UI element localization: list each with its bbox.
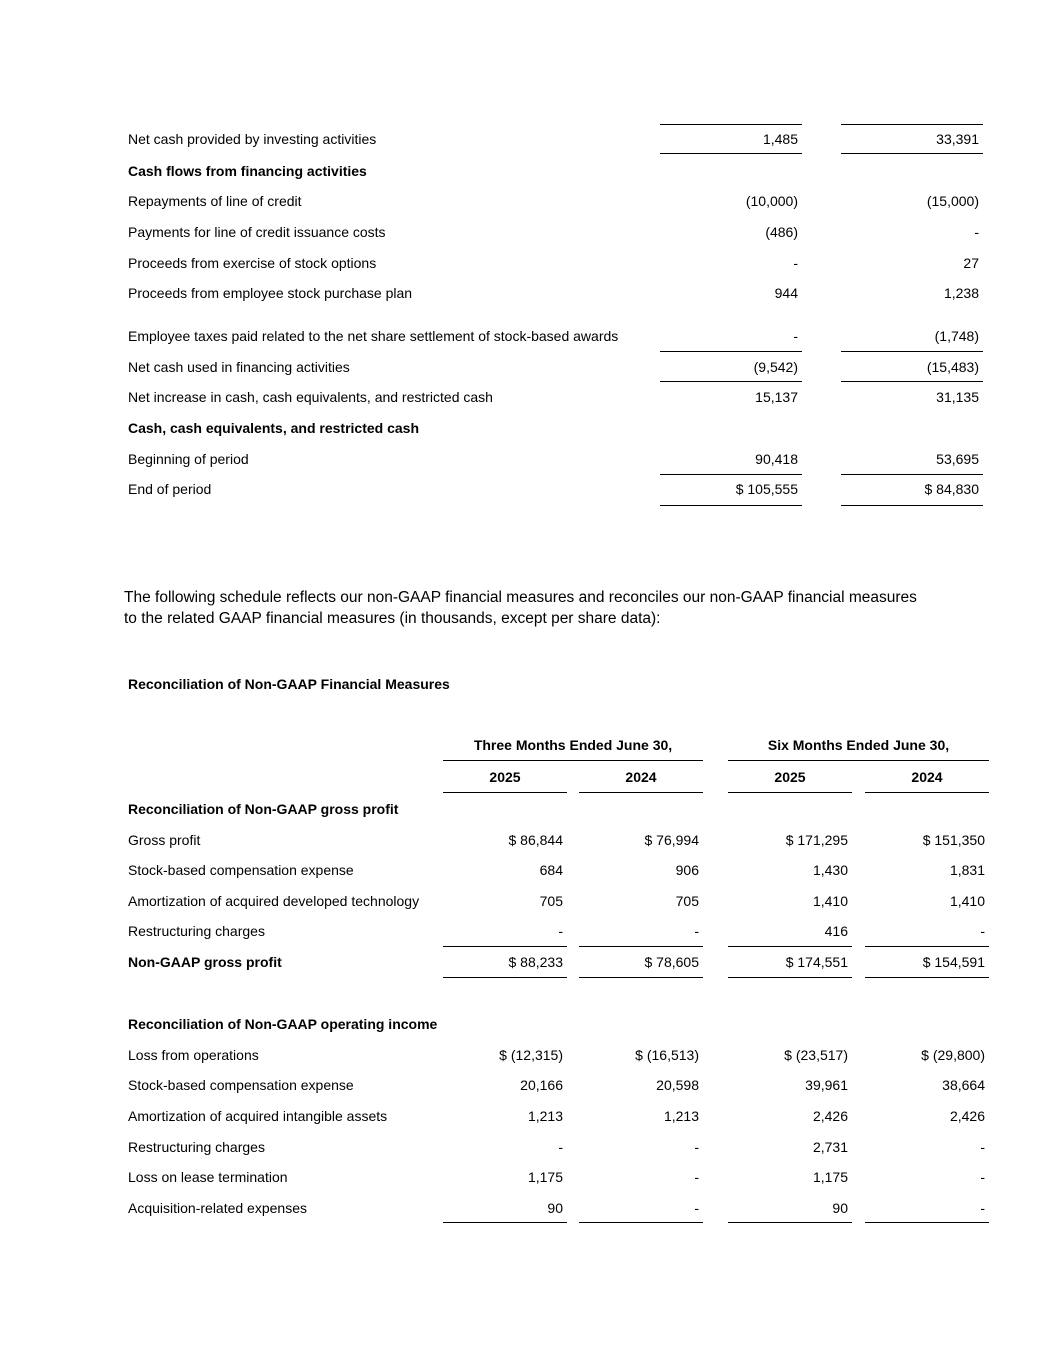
- cell-value: (486): [765, 224, 798, 240]
- cell-value: 906: [675, 862, 699, 878]
- rule: [728, 792, 852, 793]
- row-label: Net increase in cash, cash equivalents, and restricted cash: [128, 389, 493, 405]
- cell-value: $ 154,591: [922, 954, 985, 970]
- rule: [660, 505, 802, 506]
- rule: [841, 153, 983, 154]
- cell-value: $ 174,551: [785, 954, 848, 970]
- row-label: Stock-based compensation expense: [128, 862, 354, 878]
- cell-value: $ (23,517): [784, 1047, 848, 1063]
- rule: [728, 946, 852, 947]
- row-label: Restructuring charges: [128, 923, 265, 939]
- cell-value: 705: [675, 893, 699, 909]
- rule: [841, 351, 983, 352]
- cell-value: 31,135: [936, 389, 979, 405]
- cell-value: 1,238: [943, 285, 979, 301]
- cell-value: $ (12,315): [499, 1047, 563, 1063]
- row-label: Beginning of period: [128, 451, 249, 467]
- row-label: Repayments of line of credit: [128, 193, 302, 209]
- row-label: Stock-based compensation expense: [128, 1077, 354, 1093]
- rule: [865, 792, 989, 793]
- cell-value: 15,137: [755, 389, 798, 405]
- column-group-header: Three Months Ended June 30,: [473, 737, 673, 753]
- row-label: Restructuring charges: [128, 1139, 265, 1155]
- rule: [841, 124, 983, 125]
- rule: [660, 381, 802, 382]
- row-label: Proceeds from exercise of stock options: [128, 255, 377, 271]
- cell-value: 1,175: [812, 1169, 848, 1185]
- rule: [579, 1222, 703, 1223]
- cell-value: -: [980, 923, 985, 939]
- row-label: Net cash provided by investing activities: [128, 131, 377, 147]
- column-group-header: Six Months Ended June 30,: [767, 737, 950, 753]
- cell-value: $ 105,555: [735, 481, 798, 497]
- cell-value: $ 151,350: [922, 832, 985, 848]
- rule: [660, 153, 802, 154]
- column-header: 2024: [911, 769, 943, 785]
- cell-value: 33,391: [936, 131, 979, 147]
- column-header: 2025: [489, 769, 521, 785]
- cell-value: -: [694, 1200, 699, 1216]
- cell-value: $ 171,295: [785, 832, 848, 848]
- intro-line: to the related GAAP financial measures (in thousands, except per share data):: [124, 609, 661, 627]
- cell-value: (15,483): [926, 359, 979, 375]
- rule: [841, 381, 983, 382]
- row-label: Net cash used in financing activities: [128, 359, 350, 375]
- cell-value: 416: [824, 923, 848, 939]
- row-label: Gross profit: [128, 832, 201, 848]
- cell-value: $ 86,844: [508, 832, 563, 848]
- cell-value: 1,213: [527, 1108, 563, 1124]
- cell-value: 1,831: [949, 862, 985, 878]
- cell-value: 53,695: [936, 451, 979, 467]
- cell-value: 2,731: [812, 1139, 848, 1155]
- cell-value: 90,418: [755, 451, 798, 467]
- cell-value: 1,485: [762, 131, 798, 147]
- cell-value: -: [974, 224, 979, 240]
- rule: [443, 760, 703, 761]
- rule: [443, 977, 567, 978]
- row-label: Acquisition-related expenses: [128, 1200, 307, 1216]
- cell-value: 1,410: [812, 893, 848, 909]
- rule: [865, 1222, 989, 1223]
- column-header: 2024: [625, 769, 657, 785]
- row-label: Loss from operations: [128, 1047, 259, 1063]
- cell-value: 90: [832, 1200, 848, 1216]
- cell-value: 39,961: [805, 1077, 848, 1093]
- rule: [841, 474, 983, 475]
- cell-value: $ (29,800): [921, 1047, 985, 1063]
- cell-value: $ (16,513): [635, 1047, 699, 1063]
- cell-value: 38,664: [942, 1077, 985, 1093]
- cell-value: -: [793, 255, 798, 271]
- cell-value: 20,166: [520, 1077, 563, 1093]
- row-label: Cash, cash equivalents, and restricted cash: [128, 420, 420, 436]
- rule: [728, 760, 989, 761]
- cell-value: -: [558, 1139, 563, 1155]
- cell-value: (1,748): [934, 328, 979, 344]
- rule: [443, 946, 567, 947]
- cell-value: 90: [547, 1200, 563, 1216]
- rule: [579, 792, 703, 793]
- cell-value: -: [694, 1169, 699, 1185]
- rule: [865, 977, 989, 978]
- cell-value: -: [694, 1139, 699, 1155]
- rule: [443, 1222, 567, 1223]
- intro-paragraph: [124, 588, 944, 629]
- row-label: Amortization of acquired intangible assets: [128, 1108, 388, 1124]
- row-label: Employee taxes paid related to the net share settlement of stock-based awards: [128, 328, 619, 344]
- rule: [660, 474, 802, 475]
- rule: [728, 977, 852, 978]
- cell-value: 684: [539, 862, 563, 878]
- cell-value: 944: [774, 285, 798, 301]
- row-label: Proceeds from employee stock purchase plan: [128, 285, 413, 301]
- rule: [443, 792, 567, 793]
- cell-value: 20,598: [656, 1077, 699, 1093]
- cell-value: -: [980, 1169, 985, 1185]
- cell-value: -: [980, 1139, 985, 1155]
- cell-value: -: [694, 923, 699, 939]
- table-title-text: Reconciliation of Non-GAAP Financial Measures: [128, 676, 450, 692]
- cell-value: -: [793, 328, 798, 344]
- rule: [660, 351, 802, 352]
- rule: [579, 946, 703, 947]
- cell-value: (9,542): [753, 359, 798, 375]
- rule: [841, 505, 983, 506]
- cell-value: $ 88,233: [508, 954, 563, 970]
- row-label: Loss on lease termination: [128, 1169, 288, 1185]
- intro-line: The following schedule reflects our non-GAAP financial measures and reconciles our non-GAAP financial measures: [124, 589, 917, 606]
- cell-value: 1,175: [527, 1169, 563, 1185]
- cell-value: $ 76,994: [644, 832, 699, 848]
- row-label: Payments for line of credit issuance costs: [128, 224, 386, 240]
- row-label: Reconciliation of Non-GAAP gross profit: [128, 801, 399, 817]
- cell-value: 2,426: [949, 1108, 985, 1124]
- row-label: Amortization of acquired developed technology: [128, 893, 420, 909]
- rule: [728, 1222, 852, 1223]
- cell-value: -: [980, 1200, 985, 1216]
- row-label: Reconciliation of Non-GAAP operating income: [128, 1016, 438, 1032]
- cell-value: $ 84,830: [924, 481, 979, 497]
- row-label: End of period: [128, 481, 212, 497]
- cell-value: 705: [539, 893, 563, 909]
- column-header: 2025: [774, 769, 806, 785]
- cell-value: $ 78,605: [644, 954, 699, 970]
- rule: [579, 977, 703, 978]
- rule: [865, 946, 989, 947]
- rule: [660, 124, 802, 125]
- cell-value: 27: [963, 255, 979, 271]
- cell-value: -: [558, 923, 563, 939]
- cell-value: 1,213: [663, 1108, 699, 1124]
- cell-value: (10,000): [745, 193, 798, 209]
- row-label: Cash flows from financing activities: [128, 163, 367, 179]
- cell-value: (15,000): [926, 193, 979, 209]
- cell-value: 1,410: [949, 893, 985, 909]
- cell-value: 2,426: [812, 1108, 848, 1124]
- row-label: Non-GAAP gross profit: [128, 954, 282, 970]
- cell-value: 1,430: [812, 862, 848, 878]
